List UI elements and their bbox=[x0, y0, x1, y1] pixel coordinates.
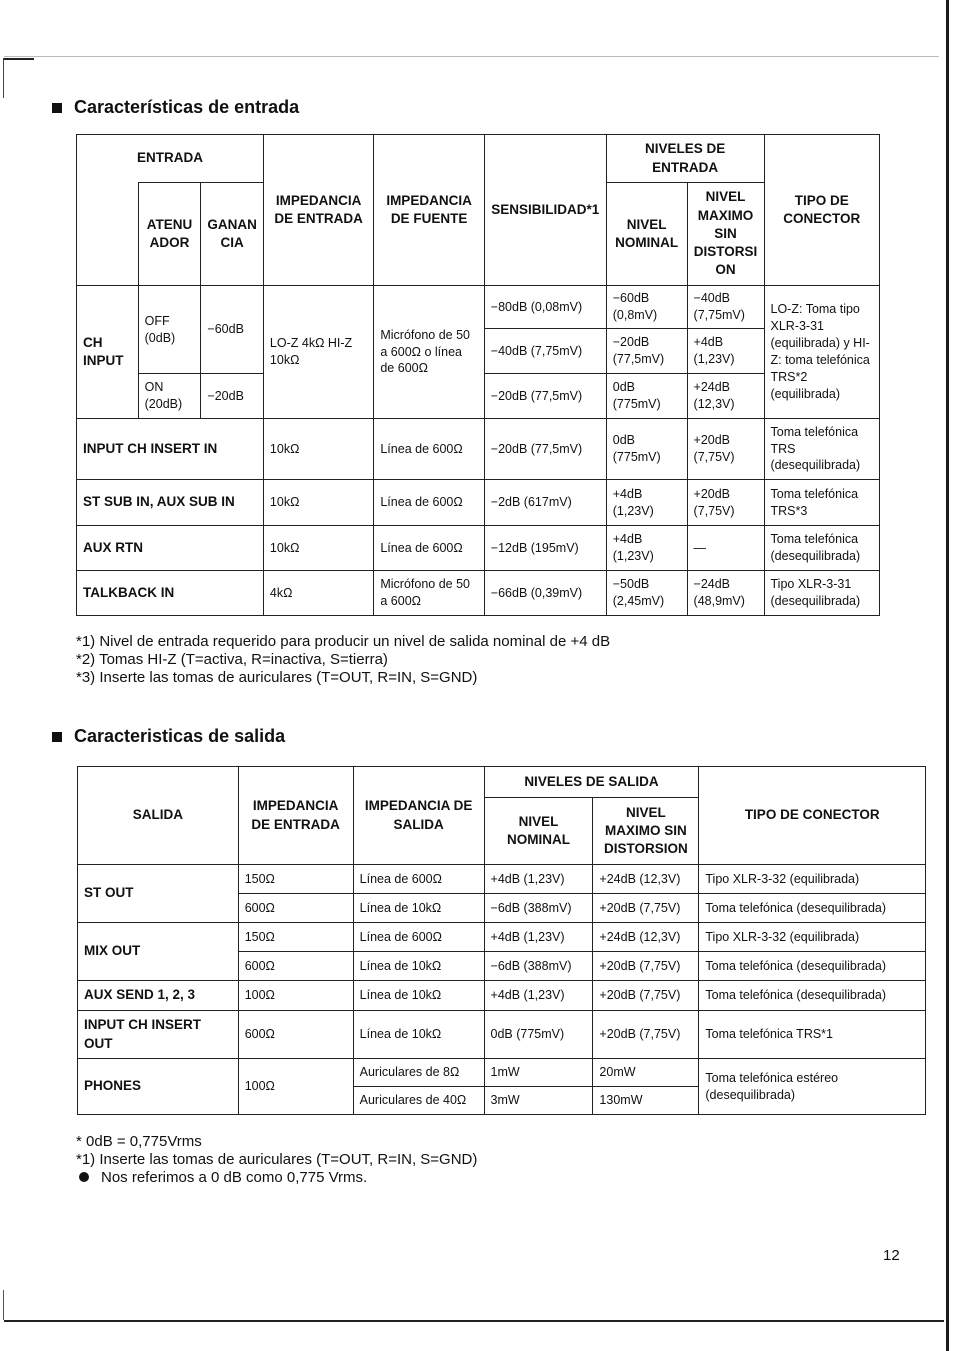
nominal-cell: 1mW bbox=[484, 1059, 593, 1087]
impedance-cell: 10kΩ bbox=[263, 419, 373, 480]
max-cell: +20dB (7,75V) bbox=[593, 981, 699, 1011]
nominal-cell: 0dB (775mV) bbox=[484, 1011, 593, 1059]
header-niveles-salida: NIVELES DE SALIDA bbox=[484, 767, 699, 798]
impedance-cell: 600Ω bbox=[238, 952, 353, 981]
header-impedancia-fuente: IMPEDANCIA DE FUENTE bbox=[374, 135, 484, 286]
header-ganancia: GANAN CIA bbox=[201, 183, 264, 286]
ch-input-att-on: ON (20dB) bbox=[138, 374, 201, 419]
max-cell: +20dB (7,75V) bbox=[687, 419, 764, 480]
header-niveles-entrada: NIVELES DE ENTRADA bbox=[606, 135, 764, 183]
ch-input-max-1: −40dB (7,75mV) bbox=[687, 286, 764, 329]
nominal-cell: +4dB (1,23V) bbox=[484, 865, 593, 894]
table-row bbox=[77, 480, 880, 526]
frame-line-top bbox=[4, 56, 939, 57]
nominal-cell: −50dB (2,45mV) bbox=[606, 571, 687, 616]
table-row bbox=[77, 526, 880, 571]
header-atenuador: ATENU ADOR bbox=[138, 183, 201, 286]
header-nivel-maximo: NIVEL MAXIMO SIN DISTORSION bbox=[593, 798, 699, 865]
ch-input-gain-on: −20dB bbox=[201, 374, 264, 419]
input-characteristics-table bbox=[76, 134, 880, 616]
max-cell: +20dB (7,75V) bbox=[687, 480, 764, 526]
impedance-cell: 100Ω bbox=[238, 1059, 353, 1115]
row-label: ST SUB IN, AUX SUB IN bbox=[77, 480, 264, 526]
ch-input-sensitivity-2: −40dB (7,75mV) bbox=[484, 329, 606, 374]
connector-cell: Toma telefónica TRS*1 bbox=[699, 1011, 926, 1059]
row-label: TALKBACK IN bbox=[77, 571, 264, 616]
source-cell: Línea de 600Ω bbox=[374, 419, 484, 480]
connector-cell: Toma telefónica TRS (desequilibrada) bbox=[764, 419, 880, 480]
output-characteristics-table bbox=[77, 766, 926, 1115]
impedance-cell: 150Ω bbox=[238, 923, 353, 952]
max-cell: +24dB (12,3V) bbox=[593, 923, 699, 952]
nominal-cell: −6dB (388mV) bbox=[484, 894, 593, 923]
output-section-title-text: Caracteristicas de salida bbox=[74, 726, 286, 746]
table-row bbox=[77, 571, 880, 616]
max-cell: +24dB (12,3V) bbox=[593, 865, 699, 894]
ch-input-nominal-2: −20dB (77,5mV) bbox=[606, 329, 687, 374]
max-cell: +20dB (7,75V) bbox=[593, 952, 699, 981]
header-salida: SALIDA bbox=[78, 767, 239, 865]
frame-corner-bottom bbox=[3, 1290, 4, 1320]
square-bullet-icon bbox=[52, 103, 62, 113]
impedance-cell: 600Ω bbox=[238, 1011, 353, 1059]
input-section-title bbox=[52, 97, 299, 118]
nominal-cell: +4dB (1,23V) bbox=[484, 981, 593, 1011]
header-nivel-nominal: NIVEL NOMINAL bbox=[606, 183, 687, 286]
page-number: 12 bbox=[883, 1247, 900, 1264]
header-sensibilidad: SENSIBILIDAD*1 bbox=[484, 135, 606, 286]
impedance-cell: 10kΩ bbox=[263, 480, 373, 526]
impedance-cell: 10kΩ bbox=[263, 526, 373, 571]
footnote: * 0dB = 0,775Vrms bbox=[76, 1133, 202, 1150]
ch-input-connector: LO-Z: Toma tipo XLR-3-31 (equilibrada) y HI-Z: toma telefónica TRS*2 (equilibrada) bbox=[764, 286, 880, 419]
header-nivel-nominal: NIVEL NOMINAL bbox=[484, 798, 593, 865]
row-label-mix-out: MIX OUT bbox=[78, 923, 239, 981]
output-section-title bbox=[52, 726, 285, 747]
out-impedance-cell: Línea de 600Ω bbox=[353, 923, 484, 952]
row-label-aux-send: AUX SEND 1, 2, 3 bbox=[78, 981, 239, 1011]
header-tipo-conector: TIPO DE CONECTOR bbox=[699, 767, 926, 865]
header-impedancia-salida: IMPEDANCIA DE SALIDA bbox=[353, 767, 484, 865]
max-cell: 130mW bbox=[593, 1087, 699, 1115]
ch-input-max-3: +24dB (12,3V) bbox=[687, 374, 764, 419]
bullet-note-text: Nos referimos a 0 dB como 0,775 Vrms. bbox=[101, 1169, 368, 1186]
header-impedancia-entrada: IMPEDANCIA DE ENTRADA bbox=[238, 767, 353, 865]
header-entrada: ENTRADA bbox=[77, 135, 264, 183]
sensitivity-cell: −12dB (195mV) bbox=[484, 526, 606, 571]
nominal-cell: 0dB (775mV) bbox=[606, 419, 687, 480]
frame-line-bottom bbox=[4, 1320, 944, 1322]
square-bullet-icon bbox=[52, 732, 62, 742]
header-entrada-spacer bbox=[77, 183, 139, 286]
connector-cell: Toma telefónica (desequilibrada) bbox=[764, 526, 880, 571]
source-cell: Línea de 600Ω bbox=[374, 526, 484, 571]
source-cell: Línea de 600Ω bbox=[374, 480, 484, 526]
bullet-dot-icon bbox=[79, 1172, 89, 1182]
ch-input-nominal-1: −60dB (0,8mV) bbox=[606, 286, 687, 329]
max-cell: +20dB (7,75V) bbox=[593, 894, 699, 923]
footnote: *2) Tomas HI-Z (T=activa, R=inactiva, S=tierra) bbox=[76, 651, 388, 668]
sensitivity-cell: −66dB (0,39mV) bbox=[484, 571, 606, 616]
table-row bbox=[77, 419, 880, 480]
out-impedance-cell: Línea de 600Ω bbox=[353, 865, 484, 894]
connector-cell: Tipo XLR-3-32 (equilibrada) bbox=[699, 865, 926, 894]
footnote: *3) Inserte las tomas de auriculares (T=OUT, R=IN, S=GND) bbox=[76, 669, 478, 686]
max-cell: −24dB (48,9mV) bbox=[687, 571, 764, 616]
row-label-insert-out: INPUT CH INSERT OUT bbox=[78, 1011, 239, 1059]
out-impedance-cell: Línea de 10kΩ bbox=[353, 894, 484, 923]
ch-input-source: Micrófono de 50 a 600Ω o línea de 600Ω bbox=[374, 286, 484, 419]
output-notes bbox=[76, 1133, 477, 1187]
row-label-st-out: ST OUT bbox=[78, 865, 239, 923]
nominal-cell: +4dB (1,23V) bbox=[484, 923, 593, 952]
out-impedance-cell: Línea de 10kΩ bbox=[353, 952, 484, 981]
nominal-cell: −6dB (388mV) bbox=[484, 952, 593, 981]
connector-cell: Toma telefónica TRS*3 bbox=[764, 480, 880, 526]
footnote: *1) Nivel de entrada requerido para producir un nivel de salida nominal de +4 dB bbox=[76, 633, 611, 650]
connector-cell: Tipo XLR-3-32 (equilibrada) bbox=[699, 923, 926, 952]
frame-line-right bbox=[946, 0, 949, 1351]
nominal-cell: +4dB (1,23V) bbox=[606, 526, 687, 571]
impedance-cell: 100Ω bbox=[238, 981, 353, 1011]
out-impedance-cell: Línea de 10kΩ bbox=[353, 981, 484, 1011]
out-impedance-cell: Auriculares de 40Ω bbox=[353, 1087, 484, 1115]
connector-cell: Toma telefónica (desequilibrada) bbox=[699, 894, 926, 923]
input-notes bbox=[76, 633, 610, 687]
bullet-note bbox=[76, 1169, 477, 1187]
header-nivel-maximo: NIVEL MAXIMO SIN DISTORSI ON bbox=[687, 183, 764, 286]
impedance-cell: 150Ω bbox=[238, 865, 353, 894]
out-impedance-cell: Auriculares de 8Ω bbox=[353, 1059, 484, 1087]
ch-input-sensitivity-1: −80dB (0,08mV) bbox=[484, 286, 606, 329]
frame-corner-top bbox=[4, 58, 34, 60]
row-label-phones: PHONES bbox=[78, 1059, 239, 1115]
sensitivity-cell: −2dB (617mV) bbox=[484, 480, 606, 526]
connector-cell: Toma telefónica estéreo (desequilibrada) bbox=[699, 1059, 926, 1115]
footnote: *1) Inserte las tomas de auriculares (T=OUT, R=IN, S=GND) bbox=[76, 1151, 478, 1168]
header-impedancia-entrada: IMPEDANCIA DE ENTRADA bbox=[263, 135, 373, 286]
frame-line-left bbox=[3, 58, 4, 98]
connector-cell: Toma telefónica (desequilibrada) bbox=[699, 981, 926, 1011]
ch-input-sensitivity-3: −20dB (77,5mV) bbox=[484, 374, 606, 419]
impedance-cell: 600Ω bbox=[238, 894, 353, 923]
ch-input-max-2: +4dB (1,23V) bbox=[687, 329, 764, 374]
source-cell: Micrófono de 50 a 600Ω bbox=[374, 571, 484, 616]
ch-input-att-off: OFF (0dB) bbox=[138, 286, 201, 374]
max-cell: 20mW bbox=[593, 1059, 699, 1087]
connector-cell: Toma telefónica (desequilibrada) bbox=[699, 952, 926, 981]
row-label: INPUT CH INSERT IN bbox=[77, 419, 264, 480]
sensitivity-cell: −20dB (77,5mV) bbox=[484, 419, 606, 480]
input-section-title-text: Características de entrada bbox=[74, 97, 300, 117]
header-tipo-conector: TIPO DE CONECTOR bbox=[764, 135, 880, 286]
ch-input-gain-off: −60dB bbox=[201, 286, 264, 374]
connector-cell: Tipo XLR-3-31 (desequilibrada) bbox=[764, 571, 880, 616]
max-cell: +20dB (7,75V) bbox=[593, 1011, 699, 1059]
impedance-cell: 4kΩ bbox=[263, 571, 373, 616]
ch-input-impedance: LO-Z 4kΩ HI-Z 10kΩ bbox=[263, 286, 373, 419]
nominal-cell: +4dB (1,23V) bbox=[606, 480, 687, 526]
row-label: AUX RTN bbox=[77, 526, 264, 571]
ch-input-nominal-3: 0dB (775mV) bbox=[606, 374, 687, 419]
max-cell: — bbox=[687, 526, 764, 571]
row-label-ch-input: CH INPUT bbox=[77, 286, 139, 419]
out-impedance-cell: Línea de 10kΩ bbox=[353, 1011, 484, 1059]
nominal-cell: 3mW bbox=[484, 1087, 593, 1115]
